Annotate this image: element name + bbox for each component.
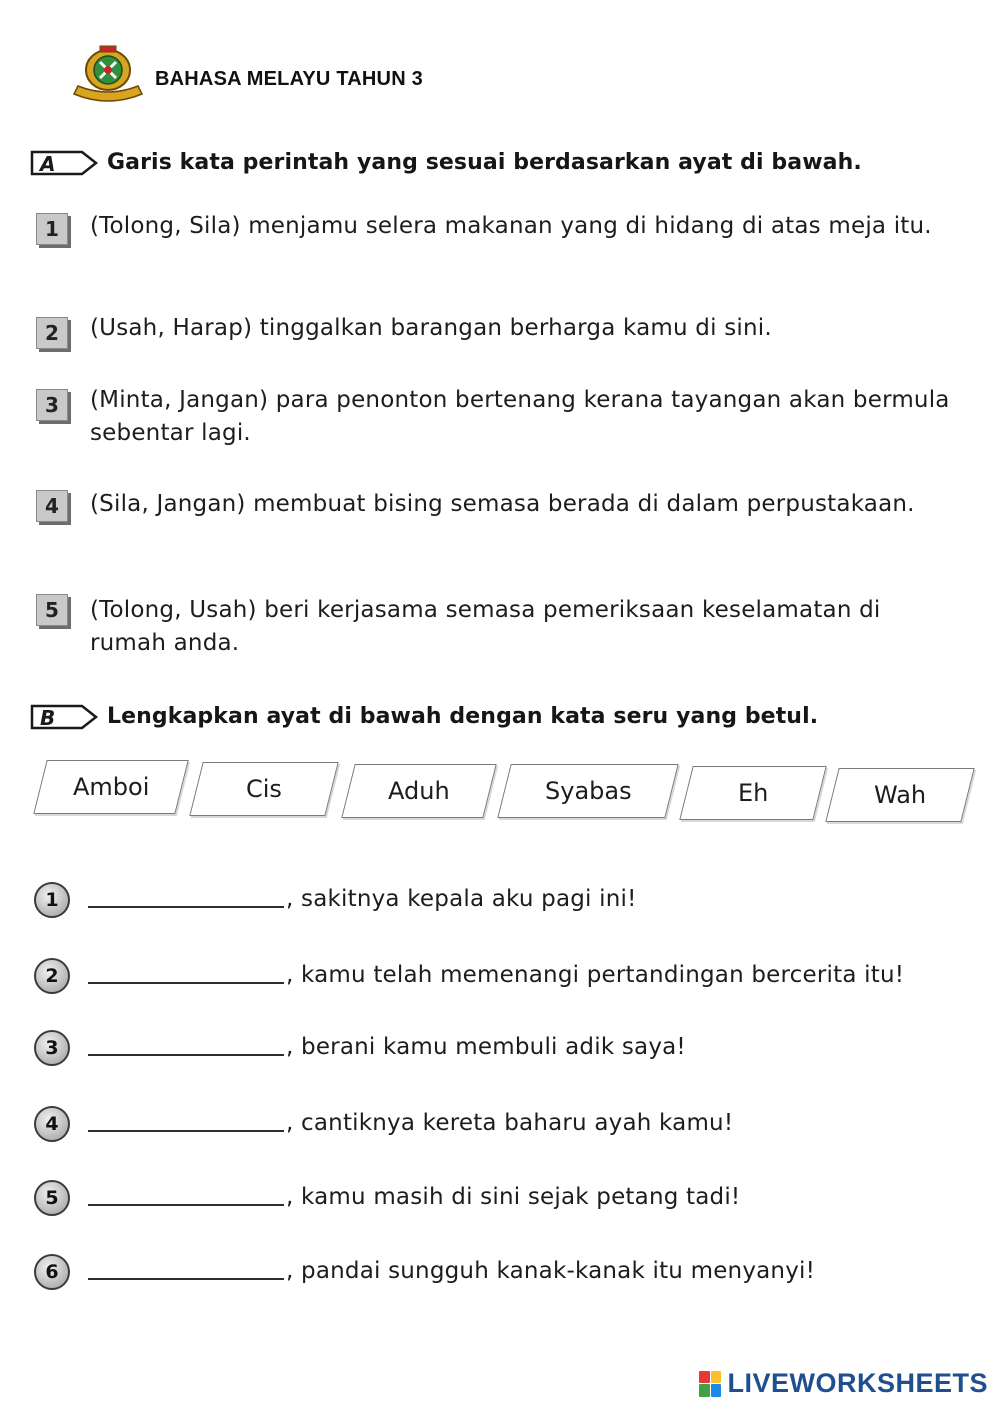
question-b-text: , kamu masih di sini sejak petang tadi!	[286, 1184, 741, 1210]
question-b-text: , berani kamu membuli adik saya!	[286, 1034, 686, 1060]
question-a-text: (Tolong, Sila) menjamu selera makanan yang di hidang di atas meja itu.	[90, 213, 932, 239]
section-b-instruction: Lengkapkan ayat di bawah dengan kata seru yang betul.	[107, 704, 819, 729]
answer-blank[interactable]	[88, 980, 284, 984]
question-a-number: 2	[36, 317, 68, 349]
worksheet-title: BAHASA MELAYU TAHUN 3	[155, 68, 423, 90]
question-b-number: 1	[34, 882, 70, 918]
liveworksheets-logo[interactable]	[699, 1368, 988, 1399]
answer-blank[interactable]	[88, 1202, 284, 1206]
answer-blank[interactable]	[88, 1052, 284, 1056]
word-bank-item[interactable]: Syabas	[497, 764, 678, 818]
question-a-number: 3	[36, 389, 68, 421]
section-a-instruction: Garis kata perintah yang sesuai berdasarkan ayat di bawah.	[107, 150, 862, 175]
word-bank-item[interactable]: Aduh	[341, 764, 496, 818]
section-a-letter: A	[40, 152, 56, 176]
question-a-text: (Tolong, Usah) beri kerjasama semasa pemeriksaan keselamatan di rumah anda.	[90, 597, 881, 656]
answer-blank[interactable]	[88, 1128, 284, 1132]
question-b-number: 3	[34, 1030, 70, 1066]
liveworksheets-icon	[699, 1371, 721, 1397]
question-a-text: (Usah, Harap) tinggalkan barangan berharga kamu di sini.	[90, 315, 772, 341]
answer-blank[interactable]	[88, 1276, 284, 1280]
word-bank-item[interactable]: Amboi	[33, 760, 188, 814]
question-a-text: (Sila, Jangan) membuat bising semasa berada di dalam perpustakaan.	[90, 491, 915, 517]
question-b-text: , sakitnya kepala aku pagi ini!	[286, 886, 637, 912]
question-a-text: (Minta, Jangan) para penonton bertenang kerana tayangan akan bermula sebentar lagi.	[90, 387, 950, 446]
question-a-number: 4	[36, 490, 68, 522]
word-bank-item[interactable]: Eh	[679, 766, 826, 820]
word-bank-item[interactable]: Cis	[189, 762, 338, 816]
question-b-text: , cantiknya kereta baharu ayah kamu!	[286, 1110, 734, 1136]
question-a-number: 1	[36, 213, 68, 245]
answer-blank[interactable]	[88, 904, 284, 908]
question-a-number: 5	[36, 594, 68, 626]
school-crest-icon	[70, 44, 146, 106]
question-b-number: 4	[34, 1106, 70, 1142]
liveworksheets-brand: LIVEWORKSHEETS	[727, 1368, 988, 1398]
question-b-text: , pandai sungguh kanak-kanak itu menyanyi!	[286, 1258, 816, 1284]
word-bank-item[interactable]: Wah	[825, 768, 974, 822]
question-b-number: 2	[34, 958, 70, 994]
section-b-letter: B	[40, 706, 56, 730]
question-b-number: 6	[34, 1254, 70, 1290]
question-b-number: 5	[34, 1180, 70, 1216]
question-b-text: , kamu telah memenangi pertandingan bercerita itu!	[286, 962, 905, 988]
